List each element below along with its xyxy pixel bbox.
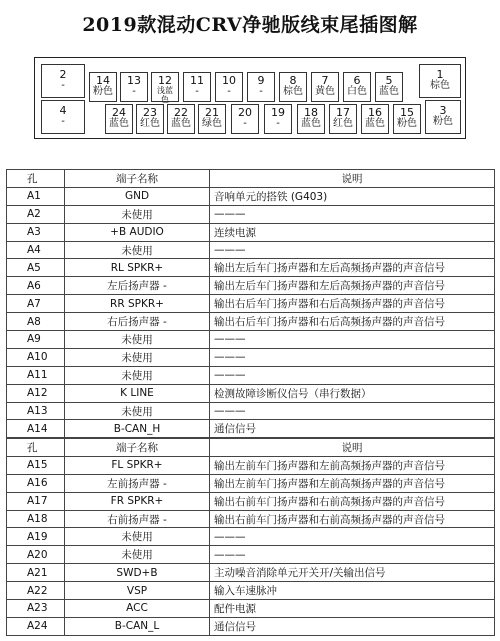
cell-hole: A23 — [7, 600, 65, 618]
header-hole: 孔 — [7, 170, 65, 188]
cell-desc: ——— — [210, 348, 495, 366]
connector-pin: 3 粉色 — [425, 100, 461, 134]
cell-name: FL SPKR+ — [65, 456, 210, 474]
table-row — [7, 348, 495, 366]
connector-pin: 8 棕色 — [279, 72, 307, 102]
connector-pin: 24 蓝色 — [105, 104, 133, 134]
table-row — [7, 528, 495, 546]
cell-hole: A6 — [7, 277, 65, 295]
cell-hole: A22 — [7, 582, 65, 600]
connector-pin: 6 白色 — [343, 72, 371, 102]
cell-name: 未使用 — [65, 546, 210, 564]
cell-desc: 输出左前车门扬声器和左前高频扬声器的声音信号 — [210, 456, 495, 474]
cell-hole: A16 — [7, 474, 65, 492]
table-row — [7, 259, 495, 277]
cell-name: VSP — [65, 582, 210, 600]
cell-desc: 通信信号 — [210, 420, 495, 438]
cell-hole: A11 — [7, 366, 65, 384]
cell-hole: A4 — [7, 241, 65, 259]
table-row — [7, 277, 495, 295]
cell-name: 未使用 — [65, 402, 210, 420]
cell-hole: A8 — [7, 313, 65, 331]
header-desc: 说明 — [210, 170, 495, 188]
cell-desc: ——— — [210, 528, 495, 546]
cell-hole: A21 — [7, 564, 65, 582]
table-row — [7, 564, 495, 582]
cell-name: ACC — [65, 600, 210, 618]
cell-desc: 输出右前车门扬声器和右前高频扬声器的声音信号 — [210, 492, 495, 510]
cell-desc: 输入车速脉冲 — [210, 582, 495, 600]
cell-desc: 输出右后车门扬声器和右后高频扬声器的声音信号 — [210, 313, 495, 331]
table-row — [7, 600, 495, 618]
cell-name: B-CAN_L — [65, 617, 210, 635]
cell-desc: ——— — [210, 366, 495, 384]
table-row — [7, 456, 495, 474]
cell-desc: 音响单元的搭铁 (G403) — [210, 187, 495, 205]
cell-desc: ——— — [210, 241, 495, 259]
connector-diagram — [34, 57, 466, 139]
cell-name: RR SPKR+ — [65, 295, 210, 313]
cell-hole: A7 — [7, 295, 65, 313]
connector-pin: 11 - — [183, 72, 211, 102]
connector-pin: 23 红色 — [136, 104, 164, 134]
table-row — [7, 474, 495, 492]
connector-pin: 10 - — [215, 72, 243, 102]
cell-hole: A13 — [7, 402, 65, 420]
cell-hole: A3 — [7, 223, 65, 241]
header-name: 端子名称 — [65, 439, 210, 457]
table-row — [7, 295, 495, 313]
cell-hole: A24 — [7, 617, 65, 635]
connector-pin: 2 - — [41, 64, 85, 98]
connector-pin: 15 粉色 — [393, 104, 421, 134]
cell-desc: 配件电源 — [210, 600, 495, 618]
cell-name: FR SPKR+ — [65, 492, 210, 510]
connector-pin: 9 - — [247, 72, 275, 102]
cell-hole: A1 — [7, 187, 65, 205]
table-row — [7, 510, 495, 528]
cell-name: K LINE — [65, 384, 210, 402]
cell-desc: 检测故障诊断仪信号（串行数据） — [210, 384, 495, 402]
table-row — [7, 366, 495, 384]
table-row — [7, 384, 495, 402]
connector-pin: 18 蓝色 — [297, 104, 325, 134]
connector-pin: 19 - — [264, 104, 292, 134]
connector-pin: 13 - — [120, 72, 148, 102]
pin-table-part2 — [6, 438, 495, 636]
connector-pin: 16 蓝色 — [361, 104, 389, 134]
connector-pin: 21 绿色 — [198, 104, 226, 134]
table-row — [7, 492, 495, 510]
connector-pin: 5 蓝色 — [375, 72, 403, 102]
table-header-row — [7, 439, 495, 457]
cell-desc: ——— — [210, 331, 495, 349]
cell-hole: A15 — [7, 456, 65, 474]
cell-name: 未使用 — [65, 241, 210, 259]
cell-name: 左前扬声器 - — [65, 474, 210, 492]
table-row — [7, 313, 495, 331]
table-row — [7, 582, 495, 600]
connector-pin: 12 浅蓝色 — [151, 72, 179, 102]
table-row — [7, 223, 495, 241]
cell-hole: A9 — [7, 331, 65, 349]
cell-desc: ——— — [210, 546, 495, 564]
connector-pin: 14 粉色 — [89, 72, 117, 102]
table-row — [7, 331, 495, 349]
cell-name: 右前扬声器 - — [65, 510, 210, 528]
table-row — [7, 241, 495, 259]
header-hole: 孔 — [7, 439, 65, 457]
cell-desc: 输出右前车门扬声器和右前高频扬声器的声音信号 — [210, 510, 495, 528]
cell-name: 未使用 — [65, 331, 210, 349]
cell-hole: A12 — [7, 384, 65, 402]
cell-hole: A18 — [7, 510, 65, 528]
header-desc: 说明 — [210, 439, 495, 457]
cell-name: 未使用 — [65, 205, 210, 223]
cell-desc: 连续电源 — [210, 223, 495, 241]
cell-desc: 通信信号 — [210, 617, 495, 635]
connector-pin: 1 棕色 — [419, 64, 461, 98]
cell-hole: A14 — [7, 420, 65, 438]
connector-pin: 17 红色 — [329, 104, 357, 134]
cell-name: 未使用 — [65, 528, 210, 546]
table-row — [7, 205, 495, 223]
cell-desc: 输出左后车门扬声器和左后高频扬声器的声音信号 — [210, 259, 495, 277]
pin-table-part1 — [6, 169, 495, 438]
header-name: 端子名称 — [65, 170, 210, 188]
cell-name: GND — [65, 187, 210, 205]
cell-hole: A10 — [7, 348, 65, 366]
table-header-row — [7, 170, 495, 188]
page-title: 2019款混动CRV净驰版线束尾插图解 — [82, 14, 418, 36]
cell-name: +B AUDIO — [65, 223, 210, 241]
table-row — [7, 546, 495, 564]
cell-desc: 输出左后车门扬声器和左后高频扬声器的声音信号 — [210, 277, 495, 295]
cell-hole: A17 — [7, 492, 65, 510]
connector-pin: 4 - — [41, 100, 85, 134]
table-row — [7, 420, 495, 438]
cell-hole: A19 — [7, 528, 65, 546]
cell-name: 左后扬声器 - — [65, 277, 210, 295]
table-row — [7, 402, 495, 420]
cell-hole: A20 — [7, 546, 65, 564]
cell-desc: 输出右后车门扬声器和右后高频扬声器的声音信号 — [210, 295, 495, 313]
table-row — [7, 617, 495, 635]
cell-name: SWD+B — [65, 564, 210, 582]
connector-pin: 20 - — [231, 104, 259, 134]
cell-hole: A2 — [7, 205, 65, 223]
cell-desc: 主动噪音消除单元开关开/关输出信号 — [210, 564, 495, 582]
connector-pin: 22 蓝色 — [167, 104, 195, 134]
connector-pin: 7 黄色 — [311, 72, 339, 102]
cell-hole: A5 — [7, 259, 65, 277]
cell-desc: 输出左前车门扬声器和左前高频扬声器的声音信号 — [210, 474, 495, 492]
cell-name: 右后扬声器 - — [65, 313, 210, 331]
table-row — [7, 187, 495, 205]
cell-name: B-CAN_H — [65, 420, 210, 438]
cell-name: 未使用 — [65, 348, 210, 366]
cell-name: 未使用 — [65, 366, 210, 384]
cell-name: RL SPKR+ — [65, 259, 210, 277]
cell-desc: ——— — [210, 402, 495, 420]
cell-desc: ——— — [210, 205, 495, 223]
